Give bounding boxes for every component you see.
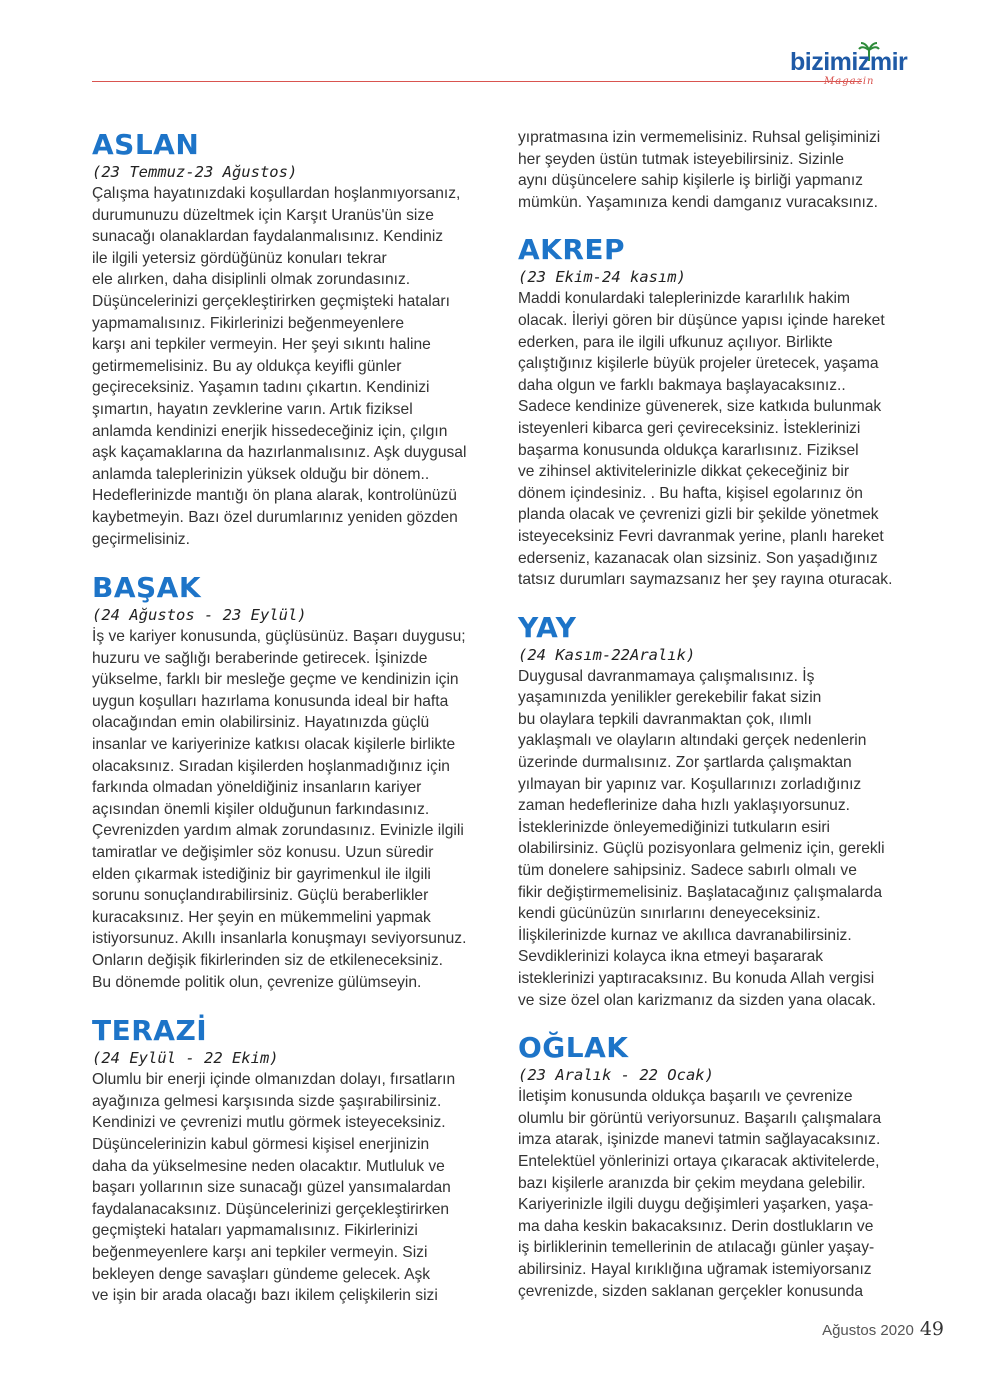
sign-title-yay: YAY — [518, 610, 577, 644]
sign-title-basak: BAŞAK — [92, 571, 202, 605]
section-basak — [92, 571, 502, 993]
section-yay — [518, 611, 928, 1012]
sign-title-akrep: AKREP — [518, 233, 626, 267]
sign-dates-oglak: (23 Aralık - 22 Ocak) — [518, 1066, 714, 1085]
sign-dates-yay: (24 Kasım-22Aralık) — [518, 645, 696, 664]
sign-body-basak: İş ve kariyer konusunda, güçlüsünüz. Başarı duygusu; huzuru ve sağlığı beraberinde getirecek. İşinizde yükselme, farklı bir mesleğe geçme ve kendinizin için uygun koşulları hazırlama konusunda ideal bir hafta olacağından emin olabilirsiniz. Hayatınızda güçlü insanlar ve kariyerinize katkısı olacak kişilerle birlikte olacaksınız. Sıradan kişilerden hoşlanmadığınız için farkında olmadan yöneldiğiniz insanların kariyer açısından önemli kişiler olduğunun farkındasınız. Çevrenizden yardım almak zorundasınız. Evinizle ilgili tamiratlar ve değişimler söz konusu. Uzun süredir elden çıkarmak istediğiniz bir gayrimenkul ile ilgili sorunu sonuçlandırabilirsiniz. Güçlü beraberlikler kuracaksınız. Her şeyin en mükemmelini yapmak istiyorsunuz. Akıllı insanlarla konuşmayı seviyorsunuz. Onların değişik fikirlerinden siz de etkileneceksiniz. Bu dönemde politik olun, çevrenize gülümseyin. — [92, 628, 467, 991]
section-akrep — [518, 233, 928, 590]
sign-dates-basak: (24 Ağustos - 23 Eylül) — [92, 606, 307, 625]
sign-body-yay: Duygusal davranmamaya çalışmalısınız. İş yaşamınızda yenilikler gerekebilir fakat sizin bu olaylara tepkili davranmaktan çok, ılımlı yaklaşmalı ve olayların altındaki gerçek nedenlerin üzerinde durmalısınız. Zor şartlarda çalışmaktan yılmayan bir yapınız var. Koşullarınızı zorladığınız zaman hedeflerinize daha hızlı yaklaşıyorsunuz. İsteklerinizde önleyemediğinizi tutkuların esiri olabilirsiniz. Güçlü pozisyonlara gelmeniz için, gerekli tüm donelere sahipsiniz. Sadece sabırlı olmalı ve fikir değiştirmemelisiniz. Başlatacağınız çalışmalarda kendi gücünüzün sınırlarını deneyeceksiniz. İlişkilerinizde kurnaz ve akıllıca davranabilirsiniz. Sevdiklerinizi kolayca ikna etmeyi başararak isteklerinizi yaptıracaksınız. Bu konuda Allah vergisi ve size özel olan karizmanız da sizden yana olacak. — [518, 667, 885, 1009]
sign-title-aslan: ASLAN — [92, 128, 200, 161]
right-column — [518, 127, 928, 1302]
section-terazi — [92, 1014, 502, 1307]
sign-title-terazi: TERAZİ — [92, 1014, 208, 1048]
sign-body-oglak: İletişim konusunda oldukça başarılı ve çevrenize olumlu bir görüntü veriyorsunuz. Başarılı çalışmalara imza atarak, işinizde manevi tatmin sağlayacaksınız. Entelektüel yönlerinizi ortaya çıkaracak aktivitelerde, bazı kişilerle aranızda bir çekim meydana gelebilir. Kariyerinizle ilgili duygu değişimleri yaşarken, yaşa- ma daha keskin bakacaksınız. Derin dostlukların ve iş birliklerinin temellerinin de atılacağı günler yaşay- abilirsiniz. Hayal kırıklığına uğramak istemiyorsanız çevrenizde, sizden saklanan gerçekler konusunda — [518, 1088, 882, 1300]
sign-body-aslan: Çalışma hayatınızdaki koşullardan hoşlanmıyorsanız, durumunuzu düzeltmek için Karşıt Uranüs'ün size sunacağı olanaklardan faydalanmalısınız. Kendiniz ile ilgili yetersiz gördüğünüz konuları tekrar ele alırken, daha disiplinli olmak zorundasınız. Düşüncelerinizi gerçekleştirirken geçmişteki hataları yapmamalısınız. Fikirlerinizi beğenmeyenlere karşı ani tepkiler vermeyin. Her şeyi sıkıntı haline getirmemelisiniz. Bu ay oldukça keyifli günler geçireceksiniz. Yaşamın tadını çıkartın. Kendinizi şımartın, hayatın zevklerine varın. Artık fiziksel anlamda kendinizi enerjik hissedeceğiniz için, çılgın aşk kaçamaklarına da hazırlanmalısınız. Aşk duygusal anlamda taleplerinizin yüksek olduğu bir dönem.. Hedeflerinizde mantığı ön plana alarak, kontrolünüzü kaybetmeyin. Bazı özel durumlarınız yeniden gözden geçirmelisiniz. — [92, 185, 467, 548]
header-rule — [92, 81, 862, 82]
sign-dates-terazi: (24 Eylül - 22 Ekim) — [92, 1049, 279, 1068]
sign-body-terazi: Olumlu bir enerji içinde olmanızdan dolayı, fırsatların ayağınıza gelmesi karşısında sizde şaşırabilirsiniz. Kendinizi ve çevrenizi mutlu görmek isteyeceksiniz. Düşüncelerinizin kabul görmesi kişisel enerjinizin daha da yükselmesine neden olacaktır. Mutluluk ve başarı yollarının size sunacağı güzel yansımalardan faydalanacaksınız. Düşüncelerinizi gerçekleştirirken geçmişteki hataları yapmamalısınız. Fikirlerinizi beğenmeyenlere karşı ani tepkiler vermeyin. Sizi bekleyen denge savaşları gündeme gelecek. Aşk ve işin bir arada olacağı bazı ikilem çelişkilerin sizi — [92, 1071, 456, 1305]
footer-date: Ağustos 2020 — [822, 1322, 914, 1339]
section-aslan — [92, 128, 502, 550]
sign-dates-aslan: (23 Temmuz-23 Ağustos) — [92, 163, 298, 181]
section-oglak — [518, 1031, 928, 1302]
page-footer — [822, 1318, 944, 1340]
sign-body-continued: yıpratmasına izin vermemelisiniz. Ruhsal gelişiminizi her şeyden üstün tutmak isteyebilirsiniz. Sizinle aynı düşüncelere sahip kişilerle iş birliği yapmanız mümkün. Yaşamınıza kendi damganız vuracaksınız. — [518, 129, 881, 211]
page-number: 49 — [919, 1318, 944, 1340]
sign-body-akrep: Maddi konulardaki taleplerinizde kararlılık hakim olacak. İleriyi gören bir düşünce yapısı içinde hareket ederken, para ile ilgili ufkunuz açılıyor. Birlikte çalıştığınız kişilerle büyük projeler üretecek, yaşama daha olgun ve farklı bakmaya başlayacaksınız.. Sadece kendinize güvenerek, size katkıda bulunmak isteyenleri kibarca geri çevireceksiniz. İsteklerinizi başarma konusunda oldukça kararlısınız. Fiziksel ve zihinsel aktivitelerinizle dikkat çekeceğiniz bir dönem içindesiniz. . Bu hafta, kişisel egolarınız ön planda olacak ve çevrenizi gizli bir şekilde yönetmek isteyeceksiniz Fevri davranmak yerine, planlı hareket ederseniz, kazanacak olan sizsiniz. Son yaşadığınız tatsız durumları saymazsanız her şey rayına oturacak. — [518, 290, 893, 589]
logo-subtitle: Magazin — [824, 76, 875, 87]
logo-text: bizimizmir — [790, 48, 908, 76]
sign-title-oglak: OĞLAK — [518, 1031, 629, 1065]
left-column — [92, 128, 502, 1307]
magazine-logo[interactable] — [790, 46, 920, 96]
sign-dates-akrep: (23 Ekim-24 kasım) — [518, 268, 686, 287]
